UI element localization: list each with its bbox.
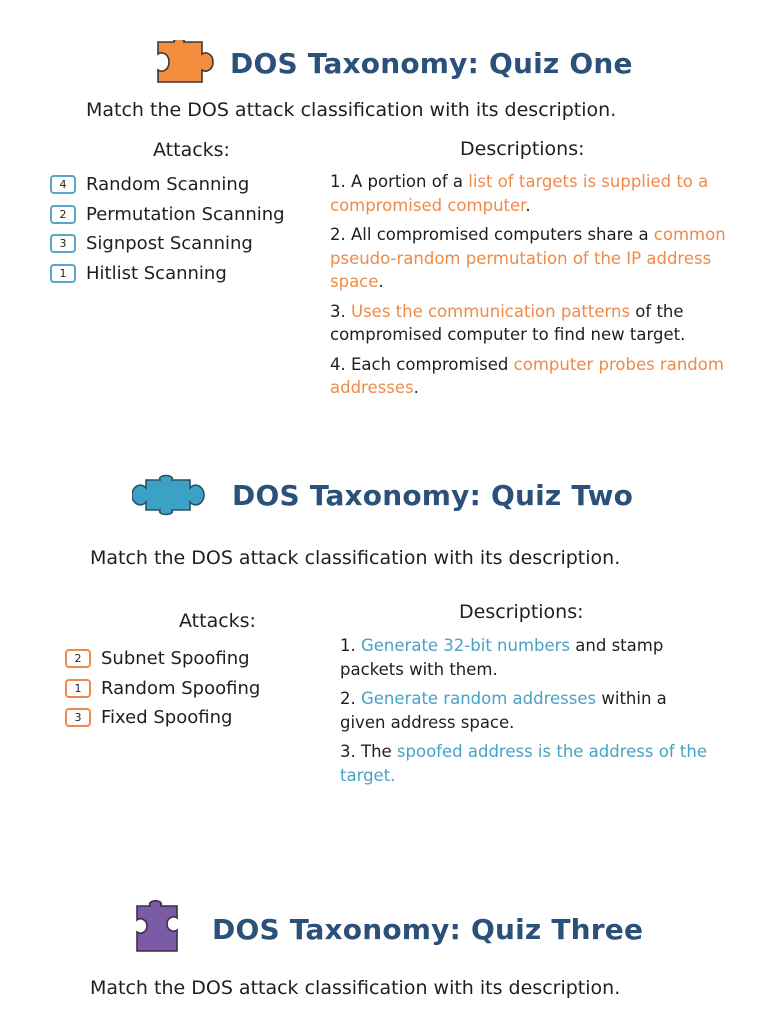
answer-badge[interactable]: 2: [50, 205, 76, 224]
description-item: 2. Generate random addresses within a given address space.: [340, 689, 667, 732]
attack-item: [50, 259, 285, 289]
answer-badge[interactable]: 4: [50, 175, 76, 194]
attack-label: Subnet Spoofing: [101, 648, 250, 670]
highlight-text: Generate 32-bit numbers: [361, 636, 571, 655]
quiz-one-attack-list: [50, 170, 285, 288]
description-item: 1. Generate 32-bit numbers and stamp packets with them.: [340, 636, 664, 679]
description-item: 3. Uses the communication patterns of the compromised computer to find new target.: [330, 301, 686, 344]
quiz-one-description-list: [330, 170, 730, 406]
description-item: 3. The spoofed address is the address of the target.: [340, 742, 707, 785]
quiz-one-descriptions-header: Descriptions:: [460, 138, 585, 160]
answer-badge[interactable]: 2: [65, 649, 91, 668]
quiz-two-descriptions-header: Descriptions:: [459, 601, 584, 623]
description-item: 2. All compromised computers share a common pseudo-random permutation of the IP address space.: [330, 225, 726, 291]
puzzle-piece-icon: [134, 894, 182, 954]
quiz-three-instruction: Match the DOS attack classification with its description.: [90, 977, 621, 999]
attack-label: Permutation Scanning: [86, 203, 285, 225]
attack-label: Hitlist Scanning: [86, 262, 227, 284]
description-item: 1. A portion of a list of targets is supplied to a compromised computer.: [330, 172, 709, 215]
quiz-one-instruction: Match the DOS attack classification with its description.: [86, 99, 617, 121]
puzzle-piece-icon: [156, 40, 214, 84]
description-item: 4. Each compromised computer probes random addresses.: [330, 354, 724, 397]
attack-item: [65, 644, 260, 674]
attack-item: [65, 674, 260, 704]
answer-badge[interactable]: 1: [65, 679, 91, 698]
attack-label: Signpost Scanning: [86, 233, 253, 255]
highlight-text: Generate random addresses: [361, 689, 597, 708]
quiz-one-title: DOS Taxonomy: Quiz One: [230, 47, 633, 80]
attack-item: [50, 229, 285, 259]
attack-item: [50, 200, 285, 230]
quiz-two-title: DOS Taxonomy: Quiz Two: [232, 479, 634, 512]
quiz-two-instruction: Match the DOS attack classification with its description.: [90, 547, 621, 569]
answer-badge[interactable]: 1: [50, 264, 76, 283]
highlight-text: list of targets is supplied to a compromised computer: [330, 172, 709, 215]
attack-item: [50, 170, 285, 200]
attack-label: Fixed Spoofing: [101, 707, 233, 729]
puzzle-piece-icon: [132, 472, 206, 518]
quiz-two-description-list: [340, 634, 710, 793]
highlight-text: computer probes random addresses: [330, 354, 724, 397]
quiz-three-title: DOS Taxonomy: Quiz Three: [212, 913, 644, 946]
highlight-text: spoofed address is the address of the target.: [340, 742, 707, 785]
highlight-text: common pseudo-random permutation of the IP address space: [330, 225, 726, 291]
quiz-two-attack-list: [65, 644, 260, 733]
answer-badge[interactable]: 3: [50, 234, 76, 253]
attack-label: Random Spoofing: [101, 677, 261, 699]
quiz-two-attacks-header: Attacks:: [179, 610, 256, 632]
quiz-one-attacks-header: Attacks:: [153, 139, 230, 161]
answer-badge[interactable]: 3: [65, 708, 91, 727]
highlight-text: Uses the communication patterns: [351, 301, 631, 321]
attack-label: Random Scanning: [86, 174, 250, 196]
attack-item: [65, 703, 260, 733]
